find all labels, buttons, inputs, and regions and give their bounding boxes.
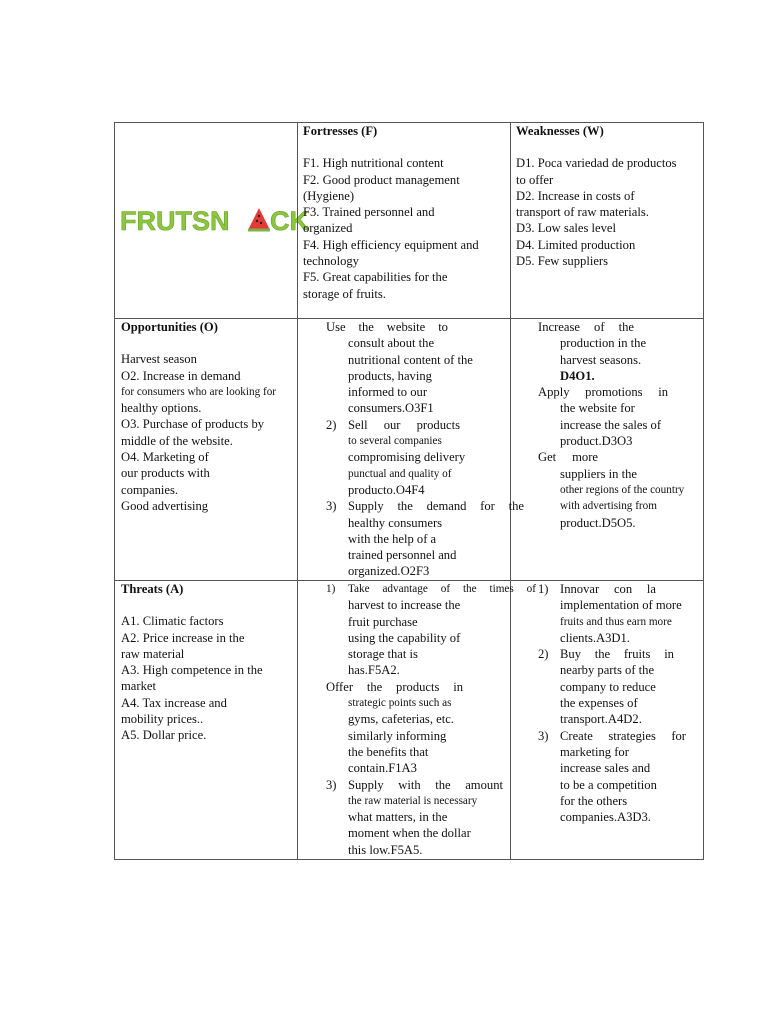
fo-strategy-2-first-line	[326, 417, 524, 433]
do-code: D4O1.	[560, 368, 595, 383]
svg-text:CK: CK	[270, 206, 309, 236]
fa-line: similarly informing	[348, 728, 447, 743]
fo-line: consult about the	[348, 336, 435, 351]
fortress-line: F3. Trained personnel and	[303, 205, 435, 220]
fa-strategy-2-first-line	[326, 679, 463, 695]
threat-line: A5. Dollar price.	[121, 728, 207, 743]
fa-line: contain.F1A3	[348, 761, 417, 776]
weakness-line: D5. Few suppliers	[516, 254, 608, 269]
list-number: 1)	[326, 583, 336, 595]
da-strategy-2-first-line	[538, 646, 702, 662]
fa-strategies-cell	[326, 581, 536, 858]
threat-line: mobility prices..	[121, 712, 204, 727]
fo-line: to several companies	[348, 435, 442, 448]
fo-line: trained personnel and	[348, 548, 457, 563]
da-strategies-cell	[538, 581, 702, 825]
opportunity-line: our products with	[121, 466, 210, 481]
svg-text:FRUTSN: FRUTSN	[120, 206, 230, 236]
word: amount	[465, 777, 503, 792]
list-number: 2)	[538, 647, 549, 662]
opportunity-line: companies.	[121, 482, 179, 497]
da-line: to be a competition	[560, 777, 657, 792]
word: with	[398, 777, 421, 792]
fo-line: consumers.O3F1	[348, 401, 434, 416]
word: Create	[560, 728, 593, 743]
opportunity-line: healthy options.	[121, 401, 202, 416]
do-line: harvest seasons.	[560, 352, 642, 367]
da-line: clients.A3D1.	[560, 630, 630, 645]
fortresses-title: Fortresses (F)	[303, 124, 378, 138]
fortresses-cell	[303, 123, 508, 302]
fo-line: nutritional content of the	[348, 352, 473, 367]
word: Take	[348, 583, 370, 595]
word: in	[453, 679, 463, 694]
opportunities-title: Opportunities (O)	[121, 320, 218, 334]
word: Supply	[348, 777, 384, 792]
word: for	[480, 499, 495, 514]
opportunities-cell	[121, 319, 293, 514]
fortress-line: (Hygiene)	[303, 188, 355, 203]
fa-line: using the capability of	[348, 630, 461, 645]
word: con	[613, 582, 633, 596]
do-strategy-3-first-line	[538, 449, 598, 465]
fa-line: this low.F5A5.	[348, 842, 423, 857]
opportunity-line: for consumers who are looking for	[121, 385, 277, 398]
do-line: suppliers in the	[560, 466, 637, 481]
threat-line: market	[121, 679, 156, 694]
fo-line: with the help of a	[348, 531, 437, 546]
word: Buy	[560, 647, 581, 662]
fa-line: fruit purchase	[348, 614, 418, 629]
fortress-line: F1. High nutritional content	[303, 156, 444, 171]
fo-strategies-cell	[326, 319, 524, 580]
weakness-line: transport of raw materials.	[516, 205, 649, 220]
word: Innovar	[560, 582, 600, 596]
fa-strategy-3-first-line	[326, 777, 536, 793]
word: la	[646, 582, 656, 596]
fa-line: the benefits that	[348, 744, 429, 759]
da-strategy-3-first-line	[538, 728, 702, 744]
weakness-line: D4. Limited production	[516, 237, 636, 252]
word: the	[618, 320, 634, 334]
list-number: 1)	[538, 582, 549, 596]
word: in	[664, 647, 674, 662]
word: of	[594, 320, 605, 334]
fo-line: punctual and quality of	[348, 467, 452, 480]
fa-line: has.F5A2.	[348, 663, 400, 678]
list-number: 3)	[538, 728, 549, 743]
da-line: fruits and thus earn more	[560, 615, 672, 628]
fa-line: what matters, in the	[348, 810, 448, 825]
da-line: marketing for	[560, 744, 629, 759]
fa-line: strategic points such as	[348, 697, 452, 710]
opportunity-line: O3. Purchase of products by	[121, 417, 265, 432]
word: Apply	[538, 385, 570, 400]
opportunity-line: O2. Increase in demand	[121, 368, 241, 383]
do-line: product.D3O3	[560, 434, 633, 449]
fa-strategy-1-first-line	[326, 581, 536, 597]
fo-line: organized.O2F3	[348, 564, 430, 579]
weakness-line: to offer	[516, 172, 554, 187]
fa-line: harvest to increase the	[348, 598, 461, 613]
fortress-line: F2. Good product management	[303, 172, 460, 187]
da-line: nearby parts of the	[560, 663, 655, 678]
da-line: transport.A4D2.	[560, 712, 642, 727]
da-line: increase sales and	[560, 761, 651, 776]
word: the	[462, 583, 477, 595]
do-line: increase the sales of	[560, 417, 662, 432]
word: promotions	[585, 385, 643, 400]
do-line: product.D5O5.	[560, 515, 636, 530]
fa-line: storage that is	[348, 647, 418, 662]
fo-line: healthy consumers	[348, 515, 443, 530]
word: the	[358, 320, 374, 334]
word: in	[658, 385, 668, 400]
word: the	[594, 647, 611, 662]
word: of	[440, 583, 451, 595]
word: the	[435, 777, 451, 792]
fortress-line: F4. High efficiency equipment and	[303, 237, 479, 252]
do-strategies-cell	[538, 319, 702, 531]
fa-line: gyms, cafeterias, etc.	[348, 712, 454, 727]
threat-line: raw material	[121, 646, 185, 661]
word: products	[396, 679, 440, 694]
threat-line: A4. Tax increase and	[121, 695, 227, 710]
threats-cell	[121, 581, 293, 744]
fortress-line: storage of fruits.	[303, 286, 386, 301]
do-line: production in the	[560, 336, 647, 351]
do-strategy-1-first-line	[538, 319, 634, 335]
word: Offer	[326, 679, 354, 694]
list-number: 3)	[326, 499, 337, 514]
word: demand	[426, 499, 467, 514]
fa-line: moment when the dollar	[348, 826, 471, 841]
fortress-line: F5. Great capabilities for the	[303, 270, 448, 285]
word: more	[572, 450, 598, 465]
opportunity-line: O4. Marketing of	[121, 450, 209, 465]
fo-line: products, having	[348, 368, 432, 383]
word: advantage	[382, 583, 428, 595]
da-line: the expenses of	[560, 696, 638, 711]
word: fruits	[623, 647, 651, 662]
column-divider-1	[297, 123, 298, 859]
opportunity-line: middle of the website.	[121, 433, 233, 448]
fortress-line: technology	[303, 254, 359, 269]
weaknesses-cell	[516, 123, 701, 269]
word: our	[383, 417, 401, 432]
do-line: the website for	[560, 401, 635, 416]
word: times	[489, 583, 514, 595]
da-line: for the others	[560, 793, 628, 808]
word: Get	[538, 450, 557, 465]
da-strategy-1-first-line	[538, 581, 702, 597]
do-strategy-2-first-line	[538, 384, 668, 400]
da-line: implementation of more	[560, 598, 682, 613]
threat-line: A1. Climatic factors	[121, 614, 224, 629]
da-line: companies.A3D3.	[560, 810, 651, 825]
fo-strategy-3-first-line	[326, 498, 524, 514]
fa-line: the raw material is necessary	[348, 794, 478, 807]
weaknesses-title: Weaknesses (W)	[516, 124, 604, 138]
threats-title: Threats (A)	[121, 582, 184, 596]
word: Increase	[538, 320, 580, 334]
word: strategies	[608, 728, 656, 743]
threat-line: A3. High competence in the	[121, 663, 263, 678]
weakness-line: D2. Increase in costs of	[516, 188, 635, 203]
opportunity-line: Good advertising	[121, 498, 209, 513]
word: Use	[326, 320, 346, 334]
opportunity-line: Harvest season	[121, 352, 197, 367]
word: of	[526, 583, 536, 595]
fortress-line: organized	[303, 221, 353, 236]
da-line: company to reduce	[560, 679, 656, 694]
word: to	[438, 320, 448, 334]
weakness-line: D1. Poca variedad de productos	[516, 156, 677, 171]
fo-line: informed to our	[348, 385, 428, 400]
fo-strategy-1-first-line	[326, 319, 448, 335]
word: the	[397, 499, 413, 514]
word: website	[386, 320, 426, 334]
list-number: 3)	[326, 777, 337, 792]
fo-line: compromising delivery	[348, 450, 466, 465]
weakness-line: D3. Low sales level	[516, 221, 617, 236]
word: Sell	[348, 417, 368, 432]
word: products	[416, 417, 460, 432]
do-line: other regions of the country	[560, 483, 685, 496]
word: Supply	[348, 499, 384, 514]
word: the	[366, 679, 383, 694]
do-line: with advertising from	[560, 500, 657, 513]
fo-line: producto.O4F4	[348, 482, 425, 497]
word: the	[508, 499, 524, 514]
list-number: 2)	[326, 417, 337, 432]
word: for	[671, 728, 686, 743]
threat-line: A2. Price increase in the	[121, 630, 245, 645]
